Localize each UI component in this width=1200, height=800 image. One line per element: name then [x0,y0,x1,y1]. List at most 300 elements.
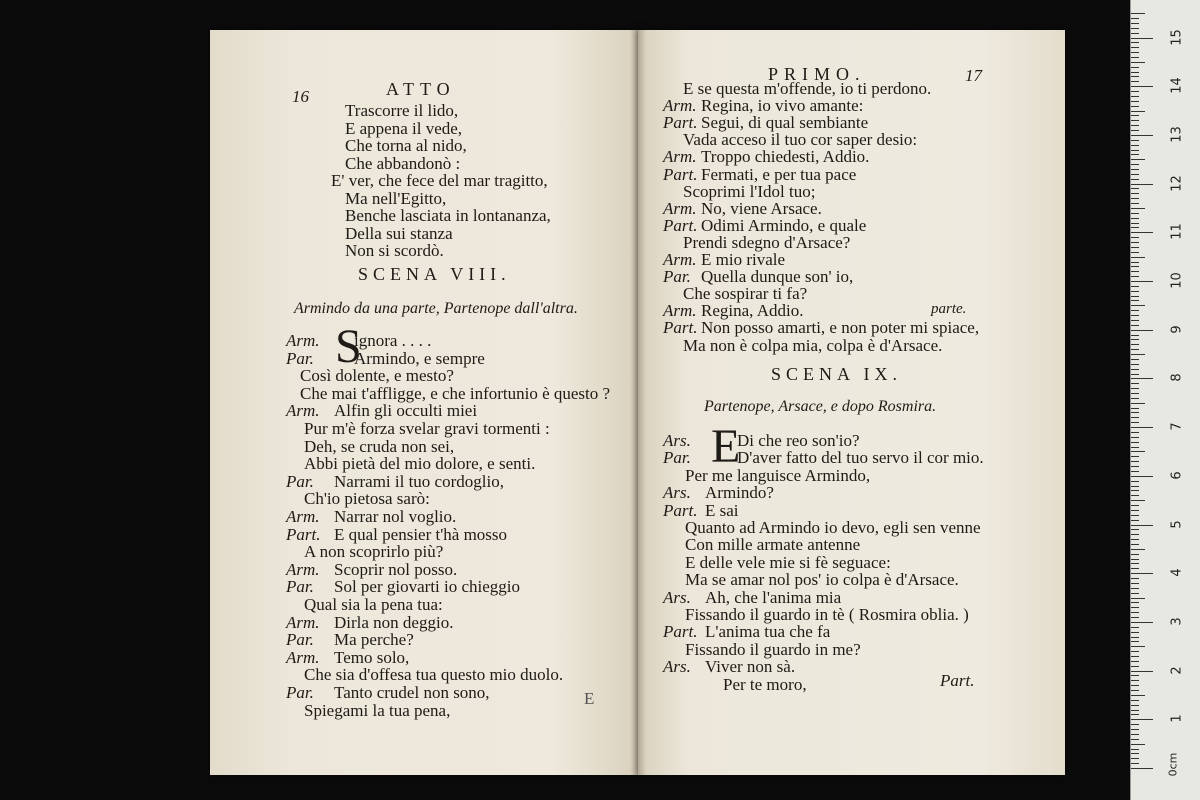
ruler-tick [1131,753,1139,754]
ruler-tick [1131,408,1139,409]
dialogue-line [286,631,414,649]
ruler-tick [1131,495,1139,496]
speaker-label: Arm. [663,301,697,321]
dialogue-line [286,614,453,632]
ruler-tick [1131,76,1139,77]
verse-line: Della sui stanza [345,223,453,243]
ruler-tick [1131,544,1139,545]
ruler-tick [1131,500,1145,501]
ruler-tick [1131,612,1139,613]
ruler-number: 1 [1169,714,1185,723]
ruler-tick [1131,349,1139,350]
dialogue-line [304,490,430,508]
dialogue-line [685,467,870,485]
ruler-tick [1131,120,1139,121]
dialogue-text: Che sospirar ti fa? [683,284,808,304]
ruler-tick [1131,549,1145,550]
ruler-tick [1131,529,1139,530]
dialogue-line [723,676,807,694]
ruler-tick [1131,364,1139,365]
ruler-tick [1131,403,1145,404]
dialogue-text: Vada acceso il tuo cor saper desio: [683,130,918,150]
ruler-tick [1131,91,1139,92]
dialogue-text: Segui, di qual sembiante [701,113,869,133]
dialogue-line [685,606,969,624]
speaker-label: Arm. [286,612,320,632]
ruler-tick [1131,437,1139,438]
speaker-label: Ars. [663,431,691,450]
drop-cap: E [711,420,741,473]
scene-title: SCENA VIII. [358,264,511,284]
ruler-tick [1131,563,1139,564]
ruler-tick [1131,729,1139,730]
ruler-tick [1131,388,1139,389]
ruler-tick [1131,417,1139,418]
dialogue-text: Odimi Armindo, e quale [701,215,867,235]
ruler-tick [1131,140,1139,141]
ruler-tick [1131,330,1153,331]
ruler-tick [1131,305,1145,306]
speaker-label: Ars. [663,483,691,503]
ruler-tick [1131,198,1139,199]
dialogue-text: Pur m'è forza svelar gravi tormenti : [304,419,550,438]
ruler-tick [1131,125,1139,126]
ruler-tick [1131,184,1153,185]
ruler-tick [1131,203,1139,204]
dialogue-text: Armindo? [705,483,774,503]
ruler-tick [1131,130,1139,131]
ruler-tick [1131,242,1139,243]
dialogue-text: E sai [705,500,739,520]
dialogue-text: Fissando il guardo in me? [685,639,861,659]
ruler-tick [1131,315,1139,316]
dialogue-line [286,561,457,579]
dialogue-text: ignora . . . . [354,331,432,350]
ruler-tick [1131,578,1139,579]
ruler-tick [1131,632,1139,633]
ruler-tick [1131,505,1139,506]
ruler-tick [1131,276,1139,277]
dialogue-line [304,666,563,684]
ruler-tick [1131,661,1139,662]
ruler-tick [1131,296,1139,297]
ruler-tick [1131,62,1145,63]
speaker-label: Part. [663,622,698,642]
speaker-label: Part. [663,318,698,338]
ruler-tick [1131,33,1139,34]
ruler-unit-label: 0cm [1166,752,1180,777]
dialogue-text: Prendi sdegno d'Arsace? [683,232,851,252]
ruler-tick [1131,447,1139,448]
ruler-tick [1131,169,1139,170]
stage-note: parte. [931,301,967,317]
ruler-tick [1131,739,1139,740]
ruler-tick [1131,150,1139,151]
dialogue-text: A non scoprirlo più? [304,542,444,562]
ruler-tick [1131,641,1139,642]
ruler-number: 13 [1169,126,1185,143]
speaker-label: Par. [286,471,314,491]
speaker-label: Arm. [286,647,320,667]
ruler-tick [1131,208,1145,209]
speaker-label: Ars. [663,657,691,677]
dialogue-text: Per te moro, [723,674,807,694]
ruler-tick [1131,174,1139,175]
ruler-tick [1131,617,1139,618]
catchword: Part. [940,671,975,690]
ruler-tick [1131,262,1139,263]
left-page [210,30,638,775]
dialogue-text: Narrami il tuo cordoglio, [334,471,504,491]
ruler-tick [1131,369,1139,370]
right-page [638,30,1065,775]
dialogue-text: Così dolente, e mesto? [300,366,454,386]
ruler-tick [1131,398,1139,399]
ruler-tick [1131,622,1153,623]
speaker-label: Arm. [663,147,697,167]
dialogue-text: Ma se amar nol pos' io colpa è d'Arsace. [685,570,959,590]
ruler-tick [1131,705,1139,706]
ruler-number: 15 [1169,28,1185,46]
ruler-tick [1131,374,1139,375]
ruler-tick [1131,42,1139,43]
ruler-tick [1131,286,1139,287]
book-gutter [630,30,646,775]
dialogue-text: Ma perche? [334,630,414,650]
ruler-tick [1131,310,1139,311]
ruler-tick [1131,749,1139,750]
ruler-tick [1131,559,1139,560]
ruler-tick [1131,291,1139,292]
ruler-tick [1131,685,1139,686]
ruler-tick [1131,188,1139,189]
ruler-tick [1131,525,1153,526]
ruler-tick [1131,96,1139,97]
ruler-tick [1131,432,1139,433]
dialogue-text: Ch'io pietosa sarò: [304,489,430,509]
speaker-label: Par. [663,448,691,468]
dialogue-line [663,484,774,502]
ruler-tick [1131,193,1139,194]
ruler-tick [1131,593,1139,594]
dialogue-line [663,623,830,641]
scene-title: SCENA IX. [771,364,903,384]
ruler-tick [1131,135,1153,136]
verse-line: E appena il vede, [345,118,463,138]
ruler-number: 11 [1169,223,1185,241]
ruler-tick [1131,111,1145,112]
dialogue-text: Fermati, e per tua pace [701,164,857,184]
ruler-tick [1131,539,1139,540]
dialogue-line [286,508,456,526]
ruler-tick [1131,656,1139,657]
ruler-tick [1131,344,1139,345]
ruler-tick [1131,714,1139,715]
dialogue-text: Abbi pietà del mio dolore, e senti. [304,454,536,474]
ruler-tick [1131,719,1153,720]
ruler-tick [1131,38,1153,39]
dialogue-line [683,337,942,355]
dialogue-line [685,536,860,554]
ruler-tick [1131,690,1139,691]
dialogue-line [304,702,450,720]
ruler-tick [1131,422,1139,423]
dialogue-line [286,649,409,667]
ruler-tick [1131,588,1139,589]
dialogue-text: L'anima tua che fa [705,622,831,642]
speaker-label: Part. [663,215,698,235]
ruler-tick [1131,13,1145,14]
dialogue-line [685,554,891,572]
speaker-label: Arm. [286,507,320,526]
ruler-number: 14 [1169,77,1185,94]
speaker-label: Part. [663,113,698,133]
ruler-tick [1131,763,1139,764]
ruler-tick [1131,378,1153,379]
ruler-tick [1131,646,1145,647]
ruler-tick [1131,768,1153,769]
signature-mark: E [584,689,595,708]
dialogue-line [304,596,443,614]
ruler-tick [1131,461,1139,462]
ruler-tick [1131,393,1139,394]
ruler-tick [1131,534,1139,535]
ruler-tick [1131,651,1139,652]
dialogue-line [304,543,443,561]
ruler-tick [1131,671,1153,672]
ruler-tick [1131,67,1139,68]
verse-line: E' ver, che fece del mar tragitto, [331,171,548,190]
ruler-tick [1131,164,1139,165]
dialogue-text: No, viene Arsace. [701,198,822,218]
dialogue-line [286,473,504,491]
ruler-tick [1131,218,1139,219]
dialogue-text: Deh, se cruda non sei, [304,436,455,456]
ruler-tick [1131,47,1139,48]
ruler-tick [1131,724,1139,725]
dialogue-line [286,684,490,702]
stage-direction: Armindo da una parte, Partenope dall'altra. [294,300,578,317]
ruler-tick [1131,257,1145,258]
dialogue-text: Per me languisce Armindo, [685,465,871,485]
ruler-tick [1131,427,1153,428]
speaker-label: Par. [286,630,314,650]
ruler-tick [1131,383,1139,384]
ruler-tick [1131,101,1139,102]
ruler-tick [1131,734,1139,735]
drop-cap: S [335,320,362,373]
speaker-label: Par. [286,577,314,597]
ruler-tick [1131,442,1139,443]
dialogue-line [685,571,959,589]
dialogue-text: Quanto ad Armindo io devo, egli sen venne [685,518,981,537]
dialogue-text: Che mai t'affligge, e che infortunio è questo ? [300,383,611,403]
page-number: 16 [292,87,309,106]
ruler-tick [1131,568,1139,569]
ruler-tick [1131,490,1139,491]
dialogue-text: Di che reo son'io? [737,431,860,450]
ruler-tick [1131,247,1139,248]
ruler-tick [1131,598,1145,599]
ruler-tick [1131,72,1139,73]
ruler-number: 10 [1169,272,1185,289]
ruler-tick [1131,476,1153,477]
dialogue-text: Troppo chiedesti, Addio. [701,147,870,167]
ruler-number: 7 [1169,422,1185,431]
ruler-tick [1131,680,1139,681]
speaker-label: Arm. [286,331,320,350]
ruler-tick [1131,675,1139,676]
dialogue-line [300,385,610,403]
ruler-tick [1131,213,1139,214]
running-header: ATTO [386,79,456,99]
ruler-tick [1131,510,1139,511]
ruler-tick [1131,223,1139,224]
dialogue-text: Spiegami la tua pena, [304,700,451,720]
speaker-label: Part. [663,164,698,184]
speaker-label: Arm. [286,401,320,421]
verse-line: Ma nell'Egitto, [345,188,447,208]
ruler-tick [1131,451,1145,452]
ruler-tick [1131,320,1139,321]
dialogue-text: E qual pensier t'hà mosso [334,524,508,544]
ruler-tick [1131,339,1139,340]
ruler-tick [1131,710,1139,711]
dialogue-text: Temo solo, [334,647,410,667]
ruler-tick [1131,471,1139,472]
speaker-label: Arm. [663,198,697,218]
ruler-tick [1131,744,1145,745]
ruler-tick [1131,232,1153,233]
ruler-tick [1131,695,1145,696]
verse-line: Che abbandonò : [345,153,461,173]
ruler-number: 5 [1169,519,1185,529]
dialogue-text: Qual sia la pena tua: [304,595,443,614]
speaker-label: Ars. [663,587,691,607]
dialogue-text: Dirla non deggio. [334,612,454,632]
dialogue-text: Fissando il guardo in tè ( Rosmira oblia. ) [685,605,969,624]
ruler-tick [1131,106,1139,107]
speaker-label: Part. [663,500,698,520]
ruler-tick [1131,237,1139,238]
dialogue-text: E se questa m'offende, io ti perdono. [683,79,932,98]
dialogue-text: Scoprir nol posso. [334,559,458,579]
ruler-tick [1131,700,1139,701]
page-number: 17 [965,66,982,85]
speaker-label: Par. [286,683,314,702]
dialogue-text: E delle vele mie si fè seguace: [685,552,891,572]
dialogue-line [663,449,984,467]
ruler-tick [1131,18,1139,19]
ruler-tick [1131,81,1139,82]
ruler-tick [1131,666,1139,667]
ruler-tick [1131,300,1139,301]
dialogue-text: Viver non sà. [705,657,796,677]
ruler-tick [1131,573,1153,574]
ruler-tick [1131,637,1139,638]
ruler-tick [1131,583,1139,584]
running-header: PRIMO. [768,64,866,84]
ruler-tick [1131,179,1139,180]
dialogue-text: Non posso amarti, e non poter mi spiace, [701,318,980,338]
ruler-tick [1131,159,1145,160]
ruler-tick [1131,466,1139,467]
ruler-tick [1131,758,1139,759]
ruler-number: 3 [1169,617,1185,626]
ruler-tick [1131,481,1139,482]
dialogue-line [286,402,477,420]
open-book [210,30,1065,775]
ruler-number: 12 [1169,174,1185,192]
stage-direction: Partenope, Arsace, e dopo Rosmira. [704,398,937,415]
ruler-tick [1131,271,1139,272]
dialogue-line [663,502,739,520]
ruler-tick [1131,554,1139,555]
ruler-tick [1131,520,1139,521]
dialogue-line [286,578,520,596]
dialogue-line [300,367,454,385]
ruler-number: 6 [1169,471,1185,480]
verse-line: Trascorre il lido, [345,101,459,120]
ruler-tick [1131,602,1139,603]
dialogue-line [663,432,860,450]
dialogue-line [685,641,861,659]
ruler-tick [1131,515,1139,516]
verse-line: Che torna al nido, [345,136,467,155]
dialogue-line [286,332,431,350]
dialogue-line [304,438,454,456]
ruler-tick [1131,456,1139,457]
ruler-tick [1131,145,1139,146]
ruler-tick [1131,23,1139,24]
speaker-label: Arm. [286,559,320,579]
ruler-tick [1131,281,1153,282]
verse-line: Benche lasciata in lontananza, [345,206,551,225]
dialogue-text: Scoprimi l'Idol tuo; [683,181,816,201]
ruler-tick [1131,52,1139,53]
ruler-number: 9 [1169,325,1185,334]
ruler-tick [1131,227,1139,228]
ruler-tick [1131,28,1139,29]
speaker-label: Arm. [663,96,697,116]
dialogue-line [286,526,507,544]
speaker-label: Arm. [663,250,697,269]
ruler-tick [1131,627,1139,628]
dialogue-line [685,519,981,537]
ruler-tick [1131,607,1139,608]
verse-line: Non si scordò. [345,241,444,260]
ruler-tick [1131,359,1139,360]
dialogue-text: Sol per giovarti io chieggio [334,577,521,597]
ruler-tick [1131,115,1139,116]
dialogue-line [286,350,485,368]
ruler-tick [1131,57,1139,58]
dialogue-line [304,420,550,438]
ruler-tick [1131,354,1145,355]
ruler-tick [1131,486,1139,487]
ruler-tick [1131,325,1139,326]
dialogue-text: Regina, Addio. [701,301,804,321]
dialogue-text: Ah, che l'anima mia [705,587,842,607]
dialogue-text: Con mille armate antenne [685,535,861,555]
dialogue-line [663,589,841,607]
dialogue-text: Narrar nol voglio. [334,507,457,526]
ruler-tick [1131,335,1139,336]
ruler-tick [1131,86,1153,87]
dialogue-text: Tanto crudel non sono, [334,683,490,702]
speaker-label: Par. [286,348,314,368]
dialogue-line [304,455,535,473]
